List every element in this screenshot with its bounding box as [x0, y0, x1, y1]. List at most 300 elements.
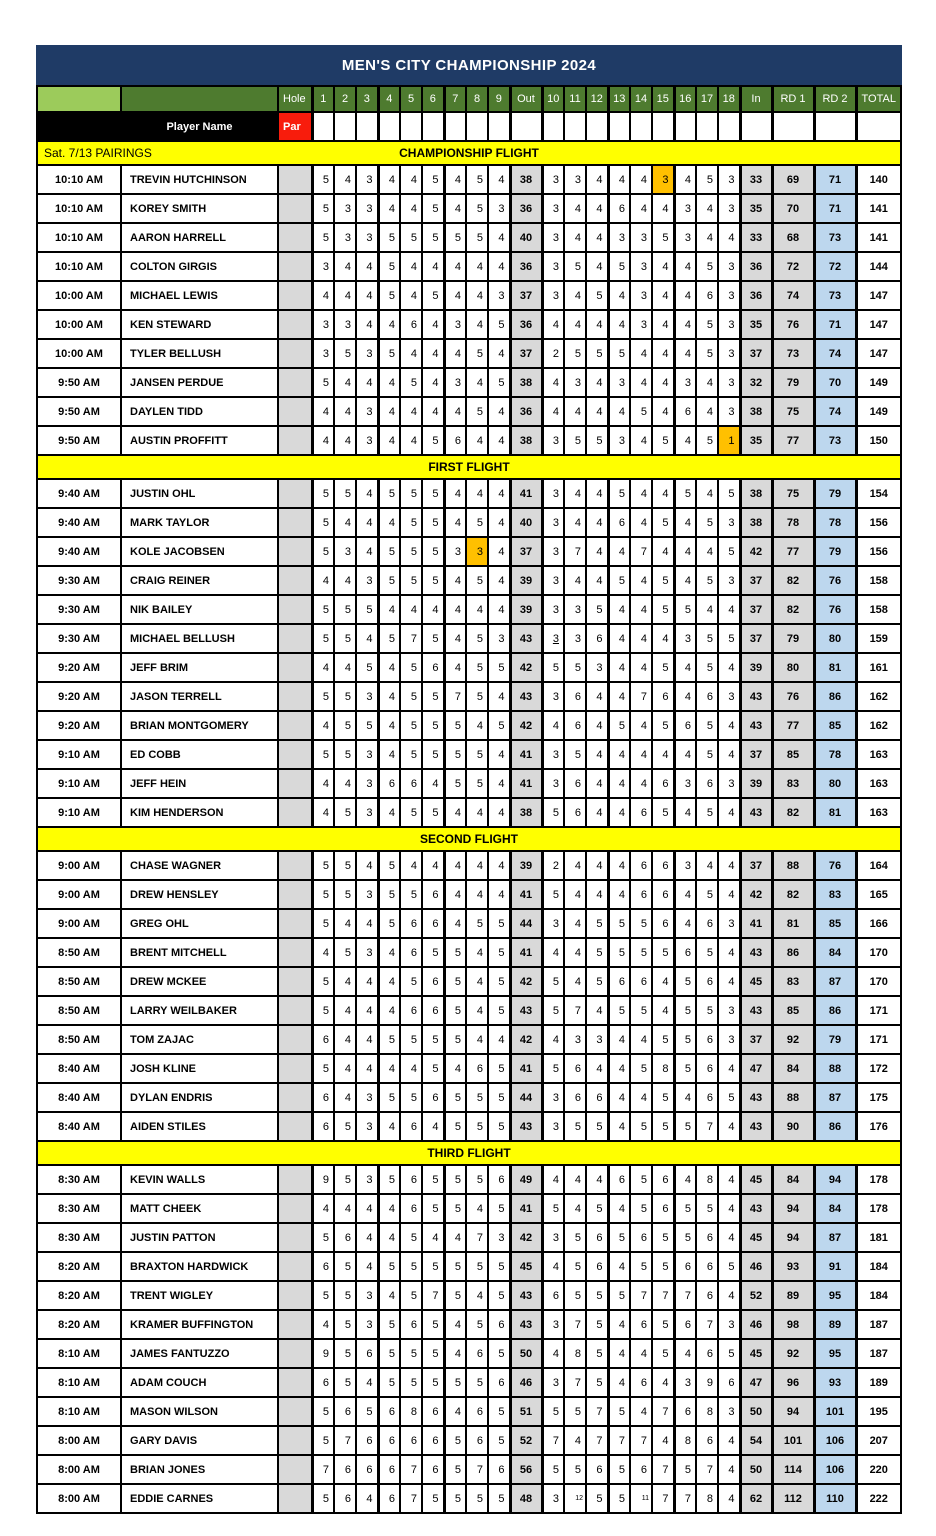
score-cell: 5 — [422, 194, 444, 223]
tee-time-cell: 9:20 AM — [37, 682, 121, 711]
score-cell: 4 — [466, 851, 488, 880]
score-cell: 5 — [422, 165, 444, 194]
score-cell: 6 — [466, 1426, 488, 1455]
out-total-cell: 43 — [510, 682, 542, 711]
score-cell: 5 — [312, 996, 334, 1025]
score-cell: 6 — [422, 1083, 444, 1112]
score-cell: 4 — [542, 368, 564, 397]
score-cell: 4 — [466, 1025, 488, 1054]
hole-number-header: 3 — [356, 86, 378, 112]
score-cell: 4 — [444, 909, 466, 938]
score-cell: 4 — [488, 682, 510, 711]
player-name-cell: MATT CHEEK — [121, 1194, 278, 1223]
score-cell: 5 — [466, 397, 488, 426]
score-cell: 6 — [586, 624, 608, 653]
score-cell: 4 — [400, 397, 422, 426]
score-cell: 5 — [422, 479, 444, 508]
score-cell: 6 — [696, 967, 718, 996]
in-total-cell: 37 — [740, 851, 772, 880]
rd2-cell: 106 — [814, 1426, 856, 1455]
score-cell: 5 — [400, 1281, 422, 1310]
score-cell: 5 — [488, 1054, 510, 1083]
score-cell: 4 — [334, 1025, 356, 1054]
score-cell: 6 — [586, 1223, 608, 1252]
score-cell: 4 — [608, 1252, 630, 1281]
score-cell: 4 — [652, 624, 674, 653]
hole-par-spacer-cell — [278, 508, 312, 537]
score-cell: 5 — [444, 1165, 466, 1194]
score-cell: 6 — [356, 1339, 378, 1368]
score-cell: 4 — [312, 769, 334, 798]
score-cell: 3 — [608, 426, 630, 455]
par-value-cell: 4 — [586, 112, 608, 141]
score-cell: 5 — [674, 1223, 696, 1252]
score-cell: 5 — [652, 223, 674, 252]
score-cell: 6 — [422, 967, 444, 996]
score-cell: 5 — [466, 508, 488, 537]
score-cell: 4 — [564, 566, 586, 595]
score-cell: 4 — [608, 1054, 630, 1083]
score-cell: 4 — [488, 252, 510, 281]
score-cell: 3 — [718, 996, 740, 1025]
score-cell: 6 — [630, 967, 652, 996]
score-cell: 3 — [718, 1025, 740, 1054]
score-cell: 5 — [422, 508, 444, 537]
tee-time-cell: 8:00 AM — [37, 1455, 121, 1484]
score-cell: 5 — [422, 223, 444, 252]
rd1-cell: 98 — [772, 1310, 814, 1339]
score-cell: 4 — [586, 851, 608, 880]
score-cell: 3 — [542, 1484, 564, 1513]
score-cell: 5 — [652, 1339, 674, 1368]
score-cell: 5 — [334, 1112, 356, 1141]
in-total-cell: 39 — [740, 653, 772, 682]
score-cell: 8 — [674, 1426, 696, 1455]
score-cell: 5 — [488, 996, 510, 1025]
score-cell: 3 — [718, 310, 740, 339]
score-cell: 3 — [444, 537, 466, 566]
score-cell: 8 — [696, 1397, 718, 1426]
score-cell: 6 — [378, 769, 400, 798]
hole-par-spacer-cell — [278, 1310, 312, 1339]
in-total-cell: 52 — [740, 1281, 772, 1310]
hole-par-spacer-cell — [278, 310, 312, 339]
rd1-cell: 84 — [772, 1054, 814, 1083]
rd2-header: RD 2 — [814, 86, 856, 112]
score-cell: 5 — [312, 851, 334, 880]
rd1-cell: 90 — [772, 1112, 814, 1141]
player-name-cell: JEFF BRIM — [121, 653, 278, 682]
score-cell: 3 — [356, 426, 378, 455]
hole-par-spacer-cell — [278, 967, 312, 996]
score-cell: 6 — [586, 1083, 608, 1112]
tee-time-cell: 9:30 AM — [37, 624, 121, 653]
score-cell: 5 — [542, 996, 564, 1025]
hole-par-spacer-cell — [278, 938, 312, 967]
score-cell: 5 — [466, 1112, 488, 1141]
score-cell: 4 — [630, 1397, 652, 1426]
score-cell: 7 — [608, 1426, 630, 1455]
score-cell: 5 — [652, 798, 674, 827]
tee-time-cell: 9:50 AM — [37, 397, 121, 426]
score-cell: 5 — [718, 537, 740, 566]
score-cell: 6 — [696, 1083, 718, 1112]
in-total-cell: 50 — [740, 1397, 772, 1426]
hole-par-spacer-cell — [278, 711, 312, 740]
score-cell: 5 — [466, 566, 488, 595]
score-cell: 5 — [652, 426, 674, 455]
out-total-cell: 42 — [510, 1025, 542, 1054]
par-value-cell: 4 — [608, 112, 630, 141]
in-total-cell: 38 — [740, 508, 772, 537]
rd1-cell: 76 — [772, 682, 814, 711]
score-cell: 6 — [378, 1455, 400, 1484]
out-total-cell: 41 — [510, 740, 542, 769]
score-cell: 4 — [312, 1310, 334, 1339]
score-cell: 5 — [652, 711, 674, 740]
score-cell: 3 — [674, 1368, 696, 1397]
score-cell: 5 — [312, 740, 334, 769]
score-cell: 4 — [564, 851, 586, 880]
score-cell: 5 — [400, 653, 422, 682]
score-cell: 4 — [674, 1339, 696, 1368]
score-cell: 3 — [334, 194, 356, 223]
score-cell: 5 — [444, 967, 466, 996]
player-name-cell: DYLAN ENDRIS — [121, 1083, 278, 1112]
rd1-cell: 83 — [772, 967, 814, 996]
score-cell: 6 — [466, 1339, 488, 1368]
score-cell: 5 — [696, 165, 718, 194]
score-cell: 4 — [488, 1025, 510, 1054]
score-cell: 5 — [312, 508, 334, 537]
score-cell: 4 — [608, 1025, 630, 1054]
score-cell: 4 — [422, 368, 444, 397]
score-cell: 5 — [312, 479, 334, 508]
score-cell: 3 — [334, 223, 356, 252]
score-cell: 5 — [466, 194, 488, 223]
score-cell: 6 — [696, 1054, 718, 1083]
score-cell: 3 — [586, 1025, 608, 1054]
score-cell: 4 — [718, 1054, 740, 1083]
score-cell: 7 — [564, 996, 586, 1025]
score-cell: 5 — [586, 967, 608, 996]
score-cell: 5 — [564, 1223, 586, 1252]
score-cell: 3 — [334, 537, 356, 566]
score-cell: 3 — [718, 682, 740, 711]
score-cell: 4 — [674, 1165, 696, 1194]
score-cell: 6 — [488, 1455, 510, 1484]
score-cell: 3 — [718, 339, 740, 368]
tee-time-cell: 8:20 AM — [37, 1281, 121, 1310]
rd2-cell: 80 — [814, 624, 856, 653]
score-cell: 3 — [542, 566, 564, 595]
score-cell: 4 — [466, 967, 488, 996]
score-cell: 5 — [696, 711, 718, 740]
player-name-cell: MICHAEL BELLUSH — [121, 624, 278, 653]
score-cell: 4 — [356, 479, 378, 508]
score-cell: 6 — [422, 1455, 444, 1484]
score-cell: 3 — [356, 223, 378, 252]
score-cell: 4 — [356, 1223, 378, 1252]
total-cell: 165 — [856, 880, 901, 909]
score-cell: 6 — [334, 1484, 356, 1513]
par-rd1-cell — [772, 112, 814, 141]
rd1-cell: 92 — [772, 1339, 814, 1368]
score-cell: 5 — [334, 798, 356, 827]
rd1-cell: 112 — [772, 1484, 814, 1513]
score-cell: 4 — [630, 653, 652, 682]
rd2-cell: 85 — [814, 711, 856, 740]
score-cell: 5 — [608, 566, 630, 595]
score-cell: 3 — [542, 769, 564, 798]
score-cell: 6 — [696, 769, 718, 798]
par-value-cell: 4 — [378, 112, 400, 141]
rd2-cell: 93 — [814, 1368, 856, 1397]
score-cell: 5 — [400, 223, 422, 252]
rd1-cell: 88 — [772, 1083, 814, 1112]
score-cell: 4 — [652, 281, 674, 310]
score-cell: 4 — [586, 1165, 608, 1194]
total-cell: 163 — [856, 740, 901, 769]
score-cell: 4 — [674, 339, 696, 368]
score-cell: 5 — [564, 653, 586, 682]
score-cell: 5 — [334, 938, 356, 967]
score-cell: 3 — [718, 281, 740, 310]
score-cell: 3 — [542, 909, 564, 938]
score-cell: 3 — [564, 1025, 586, 1054]
total-cell: 187 — [856, 1310, 901, 1339]
score-cell: 5 — [422, 682, 444, 711]
out-total-cell: 44 — [510, 909, 542, 938]
score-cell: 4 — [696, 194, 718, 223]
in-total-cell: 43 — [740, 798, 772, 827]
score-cell: 5 — [488, 1339, 510, 1368]
score-cell: 5 — [466, 1484, 488, 1513]
score-cell: 4 — [378, 740, 400, 769]
rd1-header: RD 1 — [772, 86, 814, 112]
score-cell: 4 — [312, 281, 334, 310]
score-cell: 4 — [400, 595, 422, 624]
total-cell: 166 — [856, 909, 901, 938]
score-cell: 4 — [674, 653, 696, 682]
hole-par-spacer-cell — [278, 880, 312, 909]
hole-par-spacer-cell — [278, 566, 312, 595]
tee-time-cell: 9:10 AM — [37, 798, 121, 827]
score-cell: 4 — [466, 1194, 488, 1223]
score-cell: 5 — [378, 880, 400, 909]
out-total-cell: 36 — [510, 397, 542, 426]
score-cell: 3 — [630, 310, 652, 339]
tee-time-cell: 9:50 AM — [37, 426, 121, 455]
rd1-cell: 77 — [772, 711, 814, 740]
score-cell: 3 — [674, 769, 696, 798]
score-cell: 4 — [444, 252, 466, 281]
hole-par-spacer-cell — [278, 1112, 312, 1141]
score-cell: 6 — [608, 1165, 630, 1194]
rd2-cell: 95 — [814, 1281, 856, 1310]
score-cell: 7 — [630, 1281, 652, 1310]
score-cell: 6 — [696, 909, 718, 938]
score-cell: 5 — [674, 1455, 696, 1484]
score-cell: 4 — [356, 310, 378, 339]
score-cell: 4 — [564, 310, 586, 339]
rd2-cell: 72 — [814, 252, 856, 281]
out-total-cell: 41 — [510, 1194, 542, 1223]
score-cell: 4 — [422, 310, 444, 339]
score-cell: 7 — [586, 1426, 608, 1455]
score-cell: 5 — [378, 1252, 400, 1281]
score-cell: 4 — [652, 537, 674, 566]
score-cell: 4 — [696, 479, 718, 508]
score-cell: 6 — [696, 682, 718, 711]
score-cell: 3 — [488, 281, 510, 310]
score-cell: 4 — [608, 595, 630, 624]
score-cell: 7 — [400, 624, 422, 653]
score-cell: 5 — [466, 909, 488, 938]
tee-time-cell: 9:10 AM — [37, 740, 121, 769]
score-cell: 4 — [674, 909, 696, 938]
score-cell: 4 — [630, 426, 652, 455]
score-cell: 5 — [466, 1310, 488, 1339]
tee-time-cell: 9:40 AM — [37, 508, 121, 537]
score-cell: 5 — [400, 1025, 422, 1054]
hole-number-header: 16 — [674, 86, 696, 112]
hole-par-spacer-cell — [278, 368, 312, 397]
rd2-cell: 86 — [814, 682, 856, 711]
score-cell: 6 — [400, 1165, 422, 1194]
score-cell: 6 — [400, 1426, 422, 1455]
score-cell: 4 — [400, 252, 422, 281]
score-cell: 5 — [378, 479, 400, 508]
hole-par-spacer-cell — [278, 851, 312, 880]
par-total-cell — [856, 112, 901, 141]
hole-par-spacer-cell — [278, 165, 312, 194]
out-total-cell: 42 — [510, 1223, 542, 1252]
total-cell: 147 — [856, 281, 901, 310]
score-cell: 5 — [718, 479, 740, 508]
score-cell: 4 — [586, 397, 608, 426]
rd2-cell: 106 — [814, 1455, 856, 1484]
score-cell: 5 — [400, 368, 422, 397]
score-cell: 4 — [378, 1223, 400, 1252]
score-cell: 4 — [674, 281, 696, 310]
score-cell: 5 — [422, 711, 444, 740]
score-cell: 4 — [334, 1194, 356, 1223]
rd1-cell: 82 — [772, 880, 814, 909]
score-cell: 6 — [564, 682, 586, 711]
score-cell: 7 — [630, 537, 652, 566]
score-cell: 5 — [334, 682, 356, 711]
player-name-cell: JASON TERRELL — [121, 682, 278, 711]
rd2-cell: 73 — [814, 281, 856, 310]
score-cell: 8 — [652, 1054, 674, 1083]
flight-band — [37, 1141, 901, 1165]
hole-par-spacer-cell — [278, 996, 312, 1025]
in-total-cell: 45 — [740, 1223, 772, 1252]
score-cell: 3 — [718, 769, 740, 798]
in-total-cell: 54 — [740, 1426, 772, 1455]
score-cell: 4 — [488, 566, 510, 595]
score-cell: 5 — [696, 310, 718, 339]
score-cell: 4 — [542, 938, 564, 967]
score-cell: 4 — [564, 281, 586, 310]
score-cell: 4 — [608, 880, 630, 909]
out-total-cell: 52 — [510, 1426, 542, 1455]
flight-name: SECOND FLIGHT — [420, 832, 518, 846]
score-cell: 4 — [564, 938, 586, 967]
score-cell: 3 — [356, 1112, 378, 1141]
score-cell: 4 — [444, 339, 466, 368]
total-cell: 163 — [856, 798, 901, 827]
rd2-cell: 80 — [814, 769, 856, 798]
score-cell: 3 — [356, 397, 378, 426]
score-cell: 5 — [378, 1083, 400, 1112]
score-cell: 5 — [608, 479, 630, 508]
score-cell: 5 — [586, 909, 608, 938]
score-cell: 3 — [564, 595, 586, 624]
score-cell: 5 — [586, 1112, 608, 1141]
score-cell: 4 — [488, 851, 510, 880]
score-cell: 4 — [586, 252, 608, 281]
score-cell: 4 — [586, 368, 608, 397]
total-cell: 175 — [856, 1083, 901, 1112]
score-cell: 4 — [564, 1194, 586, 1223]
score-cell: 4 — [378, 967, 400, 996]
score-cell: 9 — [312, 1339, 334, 1368]
score-cell: 4 — [630, 339, 652, 368]
score-cell: 4 — [652, 996, 674, 1025]
par-rd2-cell: 72 — [814, 112, 856, 141]
rd1-cell: 80 — [772, 653, 814, 682]
total-cell: 158 — [856, 595, 901, 624]
score-cell: 5 — [564, 426, 586, 455]
score-cell: 4 — [718, 1455, 740, 1484]
score-cell: 6 — [400, 1112, 422, 1141]
score-cell: 5 — [444, 223, 466, 252]
score-cell: 4 — [444, 851, 466, 880]
score-cell: 4 — [422, 252, 444, 281]
score-cell: 4 — [400, 851, 422, 880]
score-cell: 5 — [444, 1083, 466, 1112]
score-cell: 3 — [356, 194, 378, 223]
score-cell: 3 — [630, 252, 652, 281]
score-cell: 5 — [564, 1112, 586, 1141]
hole-par-spacer-cell — [278, 769, 312, 798]
tee-time-cell: 8:40 AM — [37, 1083, 121, 1112]
score-cell: 3 — [718, 194, 740, 223]
out-total-cell: 38 — [510, 798, 542, 827]
score-cell: 5 — [312, 682, 334, 711]
score-cell: 4 — [356, 851, 378, 880]
score-cell: 5 — [718, 1252, 740, 1281]
score-cell: 5 — [586, 1281, 608, 1310]
score-cell: 5 — [630, 1054, 652, 1083]
out-total-cell: 37 — [510, 339, 542, 368]
score-cell: 5 — [466, 740, 488, 769]
hole-par-spacer-cell — [278, 1426, 312, 1455]
score-cell: 5 — [400, 508, 422, 537]
score-cell: 6 — [488, 1165, 510, 1194]
rd2-cell: 71 — [814, 194, 856, 223]
total-cell: 154 — [856, 479, 901, 508]
score-cell: 5 — [630, 996, 652, 1025]
score-cell: 5 — [542, 1054, 564, 1083]
player-name-cell: AIDEN STILES — [121, 1112, 278, 1141]
hole-number-header: 5 — [400, 86, 422, 112]
out-total-cell: 42 — [510, 653, 542, 682]
hole-par-spacer-cell — [278, 223, 312, 252]
score-cell: 5 — [466, 1165, 488, 1194]
